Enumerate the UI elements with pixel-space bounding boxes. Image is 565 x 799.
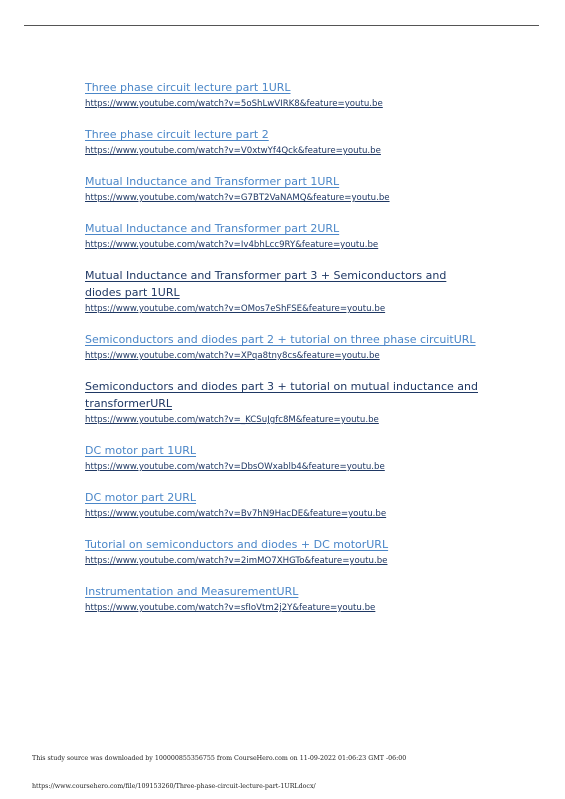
link-entry	[85, 267, 485, 315]
video-url-link[interactable]: https://www.youtube.com/watch?v=Iv4bhLcc9RY&feature=youtu.be	[85, 240, 379, 250]
link-entry	[85, 583, 485, 614]
video-url-link[interactable]: https://www.youtube.com/watch?v=G7BT2VaNAMQ&feature=youtu.be	[85, 193, 390, 203]
link-title[interactable]: Three phase circuit lecture part 1URL	[85, 81, 291, 94]
link-title[interactable]: Semiconductors and diodes part 2 + tutorial on three phase circuitURL	[85, 333, 476, 346]
link-entry	[85, 173, 485, 204]
link-entry	[85, 536, 485, 567]
link-entry	[85, 442, 485, 473]
link-entry	[85, 331, 485, 362]
download-notice: This study source was downloaded by 100000855356755 from CourseHero.com on 11-09-2022 01:06:23 GMT -06:00	[32, 755, 407, 762]
video-url-link[interactable]: https://www.youtube.com/watch?v=V0xtwYf4Qck&feature=youtu.be	[85, 146, 381, 156]
link-title[interactable]: Tutorial on semiconductors and diodes + DC motorURL	[85, 538, 389, 551]
link-title[interactable]: Mutual Inductance and Transformer part 3 + Semiconductors and diodes part 1URL	[85, 269, 447, 299]
link-entry	[85, 378, 485, 426]
video-url-link[interactable]: https://www.youtube.com/watch?v=XPqa8tny8cs&feature=youtu.be	[85, 351, 380, 361]
video-url-link[interactable]: https://www.youtube.com/watch?v=2imMO7XHGTo&feature=youtu.be	[85, 556, 388, 566]
link-title[interactable]: Instrumentation and MeasurementURL	[85, 585, 299, 598]
link-title[interactable]: DC motor part 2URL	[85, 491, 197, 504]
video-url-link[interactable]: https://www.youtube.com/watch?v=_KCSuJgfc8M&feature=youtu.be	[85, 415, 379, 425]
video-url-link[interactable]: https://www.youtube.com/watch?v=sfIoVtm2j2Y&feature=youtu.be	[85, 603, 376, 613]
link-entry	[85, 126, 485, 157]
link-entry	[85, 220, 485, 251]
link-title[interactable]: DC motor part 1URL	[85, 444, 197, 457]
link-title[interactable]: Mutual Inductance and Transformer part 1URL	[85, 175, 340, 188]
header-rule	[24, 25, 539, 26]
link-title[interactable]: Three phase circuit lecture part 2	[85, 128, 269, 141]
video-url-link[interactable]: https://www.youtube.com/watch?v=DbsOWxablb4&feature=youtu.be	[85, 462, 385, 472]
video-url-link[interactable]: https://www.youtube.com/watch?v=OMos7eShFSE&feature=youtu.be	[85, 304, 386, 314]
link-entry	[85, 79, 485, 110]
link-entry	[85, 489, 485, 520]
video-url-link[interactable]: https://www.youtube.com/watch?v=Bv7hN9HacDE&feature=youtu.be	[85, 509, 387, 519]
link-list	[85, 79, 485, 614]
link-title[interactable]: Semiconductors and diodes part 3 + tutorial on mutual inductance and transformerURL	[85, 380, 478, 410]
link-title[interactable]: Mutual Inductance and Transformer part 2URL	[85, 222, 340, 235]
document-url[interactable]: https://www.coursehero.com/file/109153260/Three-phase-circuit-lecture-part-1URLdocx/	[32, 783, 316, 790]
video-url-link[interactable]: https://www.youtube.com/watch?v=5oShLwVIRK8&feature=youtu.be	[85, 99, 383, 109]
